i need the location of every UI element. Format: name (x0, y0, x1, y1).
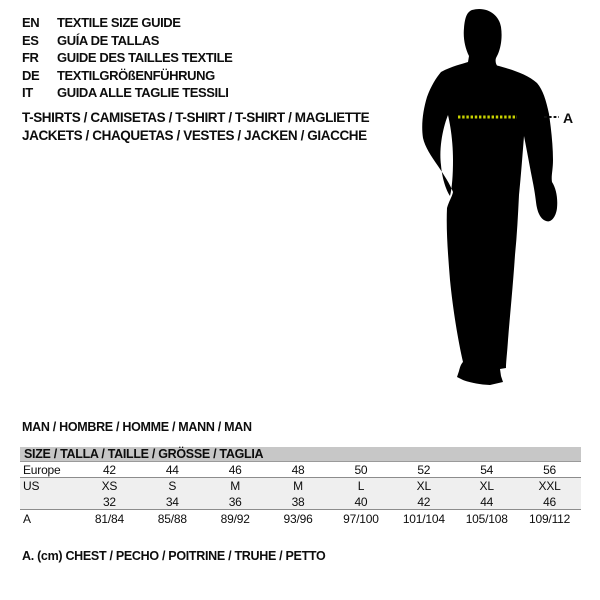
language-code: IT (22, 85, 33, 100)
table-cell: 52 (417, 462, 431, 477)
table-cell: XXL (538, 479, 561, 493)
table-cell: 44 (165, 462, 179, 477)
language-code: FR (22, 50, 39, 65)
language-code: ES (22, 32, 39, 48)
table-cell: 38 (291, 494, 305, 509)
table-cell: 54 (480, 462, 494, 477)
man-silhouette (422, 9, 557, 385)
table-cell: 46 (543, 494, 557, 509)
table-cell: 40 (354, 494, 368, 509)
table-cell: M (293, 479, 303, 493)
table-cell: XL (479, 479, 494, 493)
table-cell: L (357, 479, 365, 493)
table-cell: 32 (102, 494, 116, 509)
section-title-man: MAN / HOMBRE / HOMME / MANN / MAN (22, 420, 252, 434)
language-label: GUÍA DE TALLAS (57, 32, 160, 48)
table-cell: 97/100 (343, 512, 379, 526)
language-code: DE (22, 67, 40, 83)
table-cell: M (230, 479, 241, 493)
language-label: TEXTILE SIZE GUIDE (57, 15, 181, 30)
table-cell: 109/112 (529, 512, 571, 526)
table-row-chest-cm (20, 510, 581, 528)
category-tshirts: T-SHIRTS / CAMISETAS / T-SHIRT / T-SHIRT / MAGLIETTE (22, 110, 370, 125)
table-cell: 48 (291, 462, 305, 477)
table-cell: 42 (102, 462, 116, 477)
table-row-us-numbers (20, 494, 581, 510)
table-cell: XL (416, 479, 431, 493)
category-jackets: JACKETS / CHAQUETAS / VESTES / JACKEN / GIACCHE (22, 127, 367, 143)
table-cell: 81/84 (94, 512, 124, 526)
row-label: US (23, 479, 40, 493)
language-code: EN (22, 15, 40, 30)
table-cell: 56 (543, 462, 557, 477)
table-cell: 89/92 (220, 512, 250, 526)
table-cell: 36 (228, 494, 242, 509)
measurement-label-a: A (563, 110, 574, 126)
language-label: GUIDA ALLE TAGLIE TESSILI (57, 85, 229, 100)
table-cell: 85/88 (157, 512, 187, 526)
language-label: TEXTILGRÖßENFÜHRUNG (57, 67, 215, 83)
table-cell: 46 (228, 462, 242, 477)
table-cell: 105/108 (465, 512, 508, 526)
row-label: A (23, 512, 31, 526)
size-table (20, 447, 581, 528)
language-label: GUIDE DES TAILLES TEXTILE (57, 50, 233, 65)
table-cell: 101/104 (402, 512, 445, 526)
measurement-footnote: A. (cm) CHEST / PECHO / POITRINE / TRUHE / PETTO (22, 549, 326, 563)
table-cell: S (168, 479, 177, 493)
table-cell: 42 (417, 494, 431, 509)
size-table-header: SIZE / TALLA / TAILLE / GRÖSSE / TAGLIA (20, 447, 581, 462)
table-cell: 93/96 (283, 512, 313, 526)
table-cell: 50 (354, 462, 368, 477)
row-label: Europe (23, 462, 61, 477)
table-row-europe (20, 462, 581, 478)
table-cell: XS (101, 479, 118, 493)
table-cell: 44 (480, 494, 494, 509)
table-row-us-letters (20, 478, 581, 494)
table-cell: 34 (165, 494, 179, 509)
